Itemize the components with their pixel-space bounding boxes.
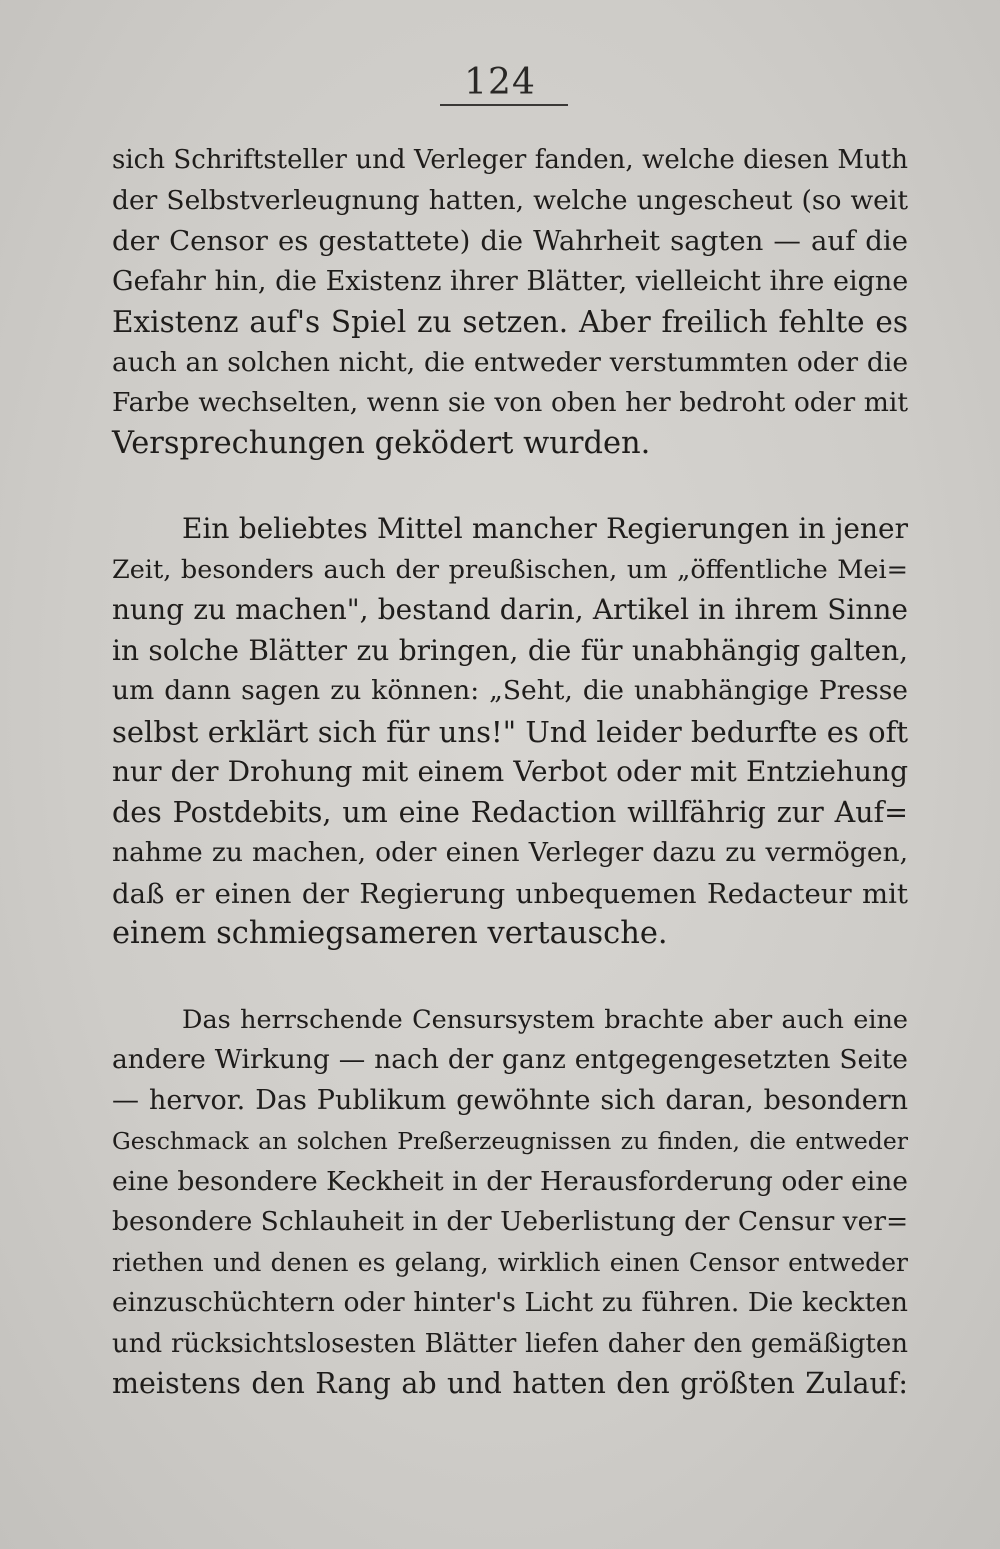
text-line: einzuschüchtern oder hinter's Licht zu führen. Die keckten — [112, 1287, 908, 1318]
text-line: einem schmiegsameren vertausche. — [112, 916, 668, 951]
text-line: Versprechungen geködert wurden. — [112, 425, 651, 461]
text-line: daß er einen der Regierung unbequemen Redacteur mit — [112, 877, 908, 910]
text-line: Zeit, besonders auch der preußischen, um „öffentliche Mei= — [112, 554, 908, 585]
text-line: der Censor es gestattete) die Wahrheit sagten — auf die — [112, 225, 908, 257]
text-line: riethen und denen es gelang, wirklich einen Censor entweder — [112, 1247, 908, 1277]
paragraph-2 — [112, 509, 908, 955]
text-line: eine besondere Keckheit in der Herausforderung oder eine — [112, 1165, 908, 1197]
page-number-rule — [440, 104, 568, 106]
text-line: besondere Schlauheit in der Ueberlistung der Censur ver= — [112, 1206, 909, 1237]
text-line: Ein beliebtes Mittel mancher Regierungen in jener — [182, 512, 908, 545]
body-text — [112, 140, 908, 1405]
text-line: nur der Drohung mit einem Verbot oder mit Entziehung — [112, 755, 908, 788]
text-line: nung zu machen", bestand darin, Artikel in ihrem Sinne — [112, 593, 908, 626]
text-line: der Selbstverleugnung hatten, welche ungescheut (so weit — [112, 184, 908, 216]
text-line: andere Wirkung — nach der ganz entgegengesetzten Seite — [112, 1044, 908, 1075]
text-line: Farbe wechselten, wenn sie von oben her bedroht oder mit — [112, 387, 908, 418]
text-line: selbst erklärt sich für uns!" Und leider bedurfte es oft — [112, 714, 908, 749]
text-line: Geschmack an solchen Preßerzeugnissen zu finden, die entweder — [112, 1127, 908, 1155]
text-line: auch an solchen nicht, die entweder verstummten oder die — [112, 346, 908, 378]
text-line: Existenz auf's Spiel zu setzen. Aber freilich fehlte es — [112, 305, 908, 339]
text-line: nahme zu machen, oder einen Verleger dazu zu vermögen, — [112, 837, 908, 868]
text-line: in solche Blätter zu bringen, die für unabhängig galten, — [112, 633, 908, 667]
text-line: sich Schriftsteller und Verleger fanden, welche diesen Muth — [112, 145, 908, 175]
text-line: und rücksichtslosesten Blätter liefen daher den gemäßigten — [112, 1328, 908, 1359]
text-line: um dann sagen zu können: „Seht, die unabhängige Presse — [112, 675, 908, 706]
text-line: — hervor. Das Publikum gewöhnte sich daran, besondern — [112, 1084, 908, 1116]
text-line: meistens den Rang ab und hatten den größten Zulauf: — [112, 1367, 908, 1400]
page-number: 124 — [464, 62, 536, 103]
text-line: Gefahr hin, die Existenz ihrer Blätter, vielleicht ihre eigne — [112, 265, 909, 297]
paragraph-1 — [112, 140, 908, 464]
text-line: des Postdebits, um eine Redaction willfährig zur Auf= — [112, 795, 908, 829]
paragraph-3 — [112, 1000, 908, 1405]
text-line: Das herrschende Censursystem brachte aber auch eine — [182, 1004, 908, 1035]
